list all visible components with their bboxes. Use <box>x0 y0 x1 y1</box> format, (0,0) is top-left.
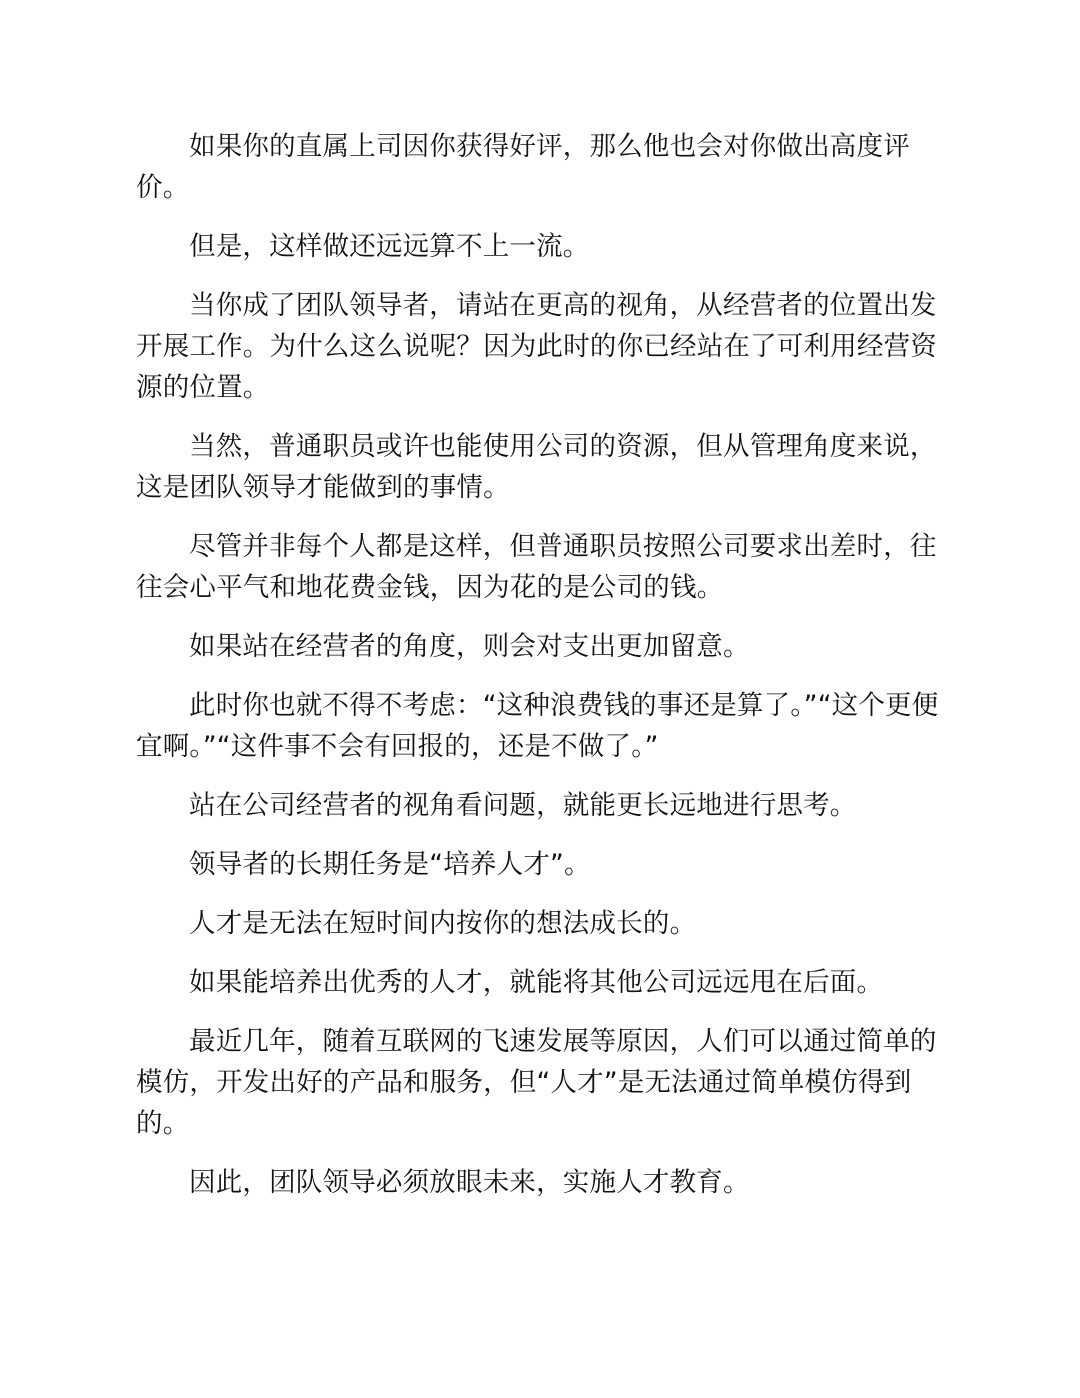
paragraph: 站在公司经营者的视角看问题，就能更长远地进行思考。 <box>189 790 857 821</box>
paragraph: 此时你也就不得不考虑：“这种浪费钱的事还是算了。”“这个更便宜啊。”“这件事不会有回报的，还是不做了。” <box>136 690 939 762</box>
paragraph: 但是，这样做还远远算不上一流。 <box>189 231 590 262</box>
paragraph: 如果你的直属上司因你获得好评，那么他也会对你做出高度评价。 <box>136 131 910 203</box>
document-body <box>136 126 944 1221</box>
paragraph: 如果能培养出优秀的人才，就能将其他公司远远甩在后面。 <box>189 967 884 998</box>
paragraph: 领导者的长期任务是“培养人才”。 <box>189 849 591 880</box>
paragraph: 当你成了团队领导者，请站在更高的视角，从经营者的位置出发开展工作。为什么这么说呢？因为此时的你已经站在了可利用经营资源的位置。 <box>136 290 937 403</box>
paragraph: 当然，普通职员或许也能使用公司的资源，但从管理角度来说，这是团队领导才能做到的事情。 <box>136 431 937 503</box>
paragraph: 最近几年，随着互联网的飞速发展等原因，人们可以通过简单的模仿，开发出好的产品和服务，但“人才”是无法通过简单模仿得到的。 <box>136 1026 937 1139</box>
paragraph: 尽管并非每个人都是这样，但普通职员按照公司要求出差时，往往会心平气和地花费金钱，因为花的是公司的钱。 <box>136 531 937 603</box>
paragraph: 因此，团队领导必须放眼未来，实施人才教育。 <box>189 1167 750 1198</box>
paragraph: 人才是无法在短时间内按你的想法成长的。 <box>189 908 697 939</box>
paragraph: 如果站在经营者的角度，则会对支出更加留意。 <box>189 631 750 662</box>
